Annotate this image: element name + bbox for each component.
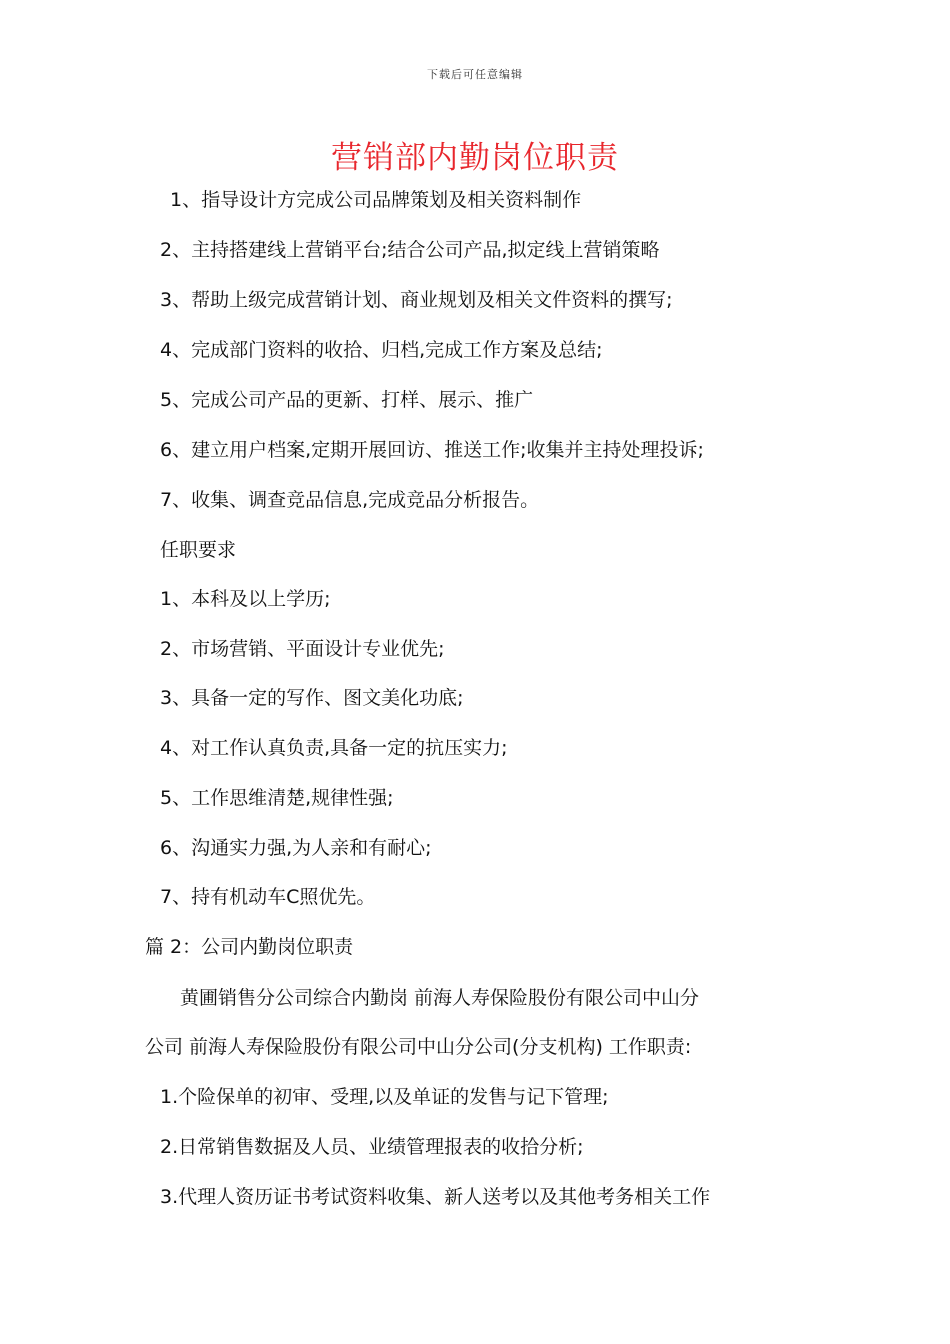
list-item: 1.个险保单的初审、受理,以及单证的发售与记下管理; — [160, 1086, 609, 1108]
section2-heading: 篇 2：公司内勤岗位职责 — [145, 936, 354, 958]
list-item: 6、建立用户档案,定期开展回访、推送工作;收集并主持处理投诉; — [160, 439, 704, 461]
list-item: 1、本科及以上学历; — [160, 588, 331, 610]
list-item: 4、对工作认真负责,具备一定的抗压实力; — [160, 737, 508, 759]
list-item: 5、工作思维清楚,规律性强; — [160, 787, 394, 809]
list-item: 7、收集、调查竞品信息,完成竞品分析报告。 — [160, 489, 540, 511]
list-item: 6、沟通实力强,为人亲和有耐心; — [160, 837, 432, 859]
page-title: 营销部内勤岗位职责 — [331, 140, 619, 176]
list-item: 3.代理人资历证书考试资料收集、新人送考以及其他考务相关工作 — [160, 1186, 711, 1208]
list-item: 3、具备一定的写作、图文美化功底; — [160, 687, 464, 709]
list-item: 3、帮助上级完成营销计划、商业规划及相关文件资料的撰写; — [160, 289, 673, 311]
list-item: 2.日常销售数据及人员、业绩管理报表的收拾分析; — [160, 1136, 584, 1158]
section2-intro-line1: 黄圃销售分公司综合内勤岗 前海人寿保险股份有限公司中山分 — [180, 987, 700, 1009]
list-item: 1、指导设计方完成公司品牌策划及相关资料制作 — [170, 189, 582, 211]
header-note: 下载后可任意编辑 — [427, 68, 523, 81]
list-item: 5、完成公司产品的更新、打样、展示、推广 — [160, 389, 534, 411]
list-item: 7、持有机动车C照优先。 — [160, 886, 376, 908]
requirements-heading: 任职要求 — [160, 539, 237, 561]
list-item: 4、完成部门资料的收拾、归档,完成工作方案及总结; — [160, 339, 603, 361]
list-item: 2、市场营销、平面设计专业优先; — [160, 638, 445, 660]
list-item: 2、主持搭建线上营销平台;结合公司产品,拟定线上营销策略 — [160, 239, 660, 261]
section2-intro-line2: 公司 前海人寿保险股份有限公司中山分公司(分支机构) 工作职责: — [145, 1036, 692, 1058]
